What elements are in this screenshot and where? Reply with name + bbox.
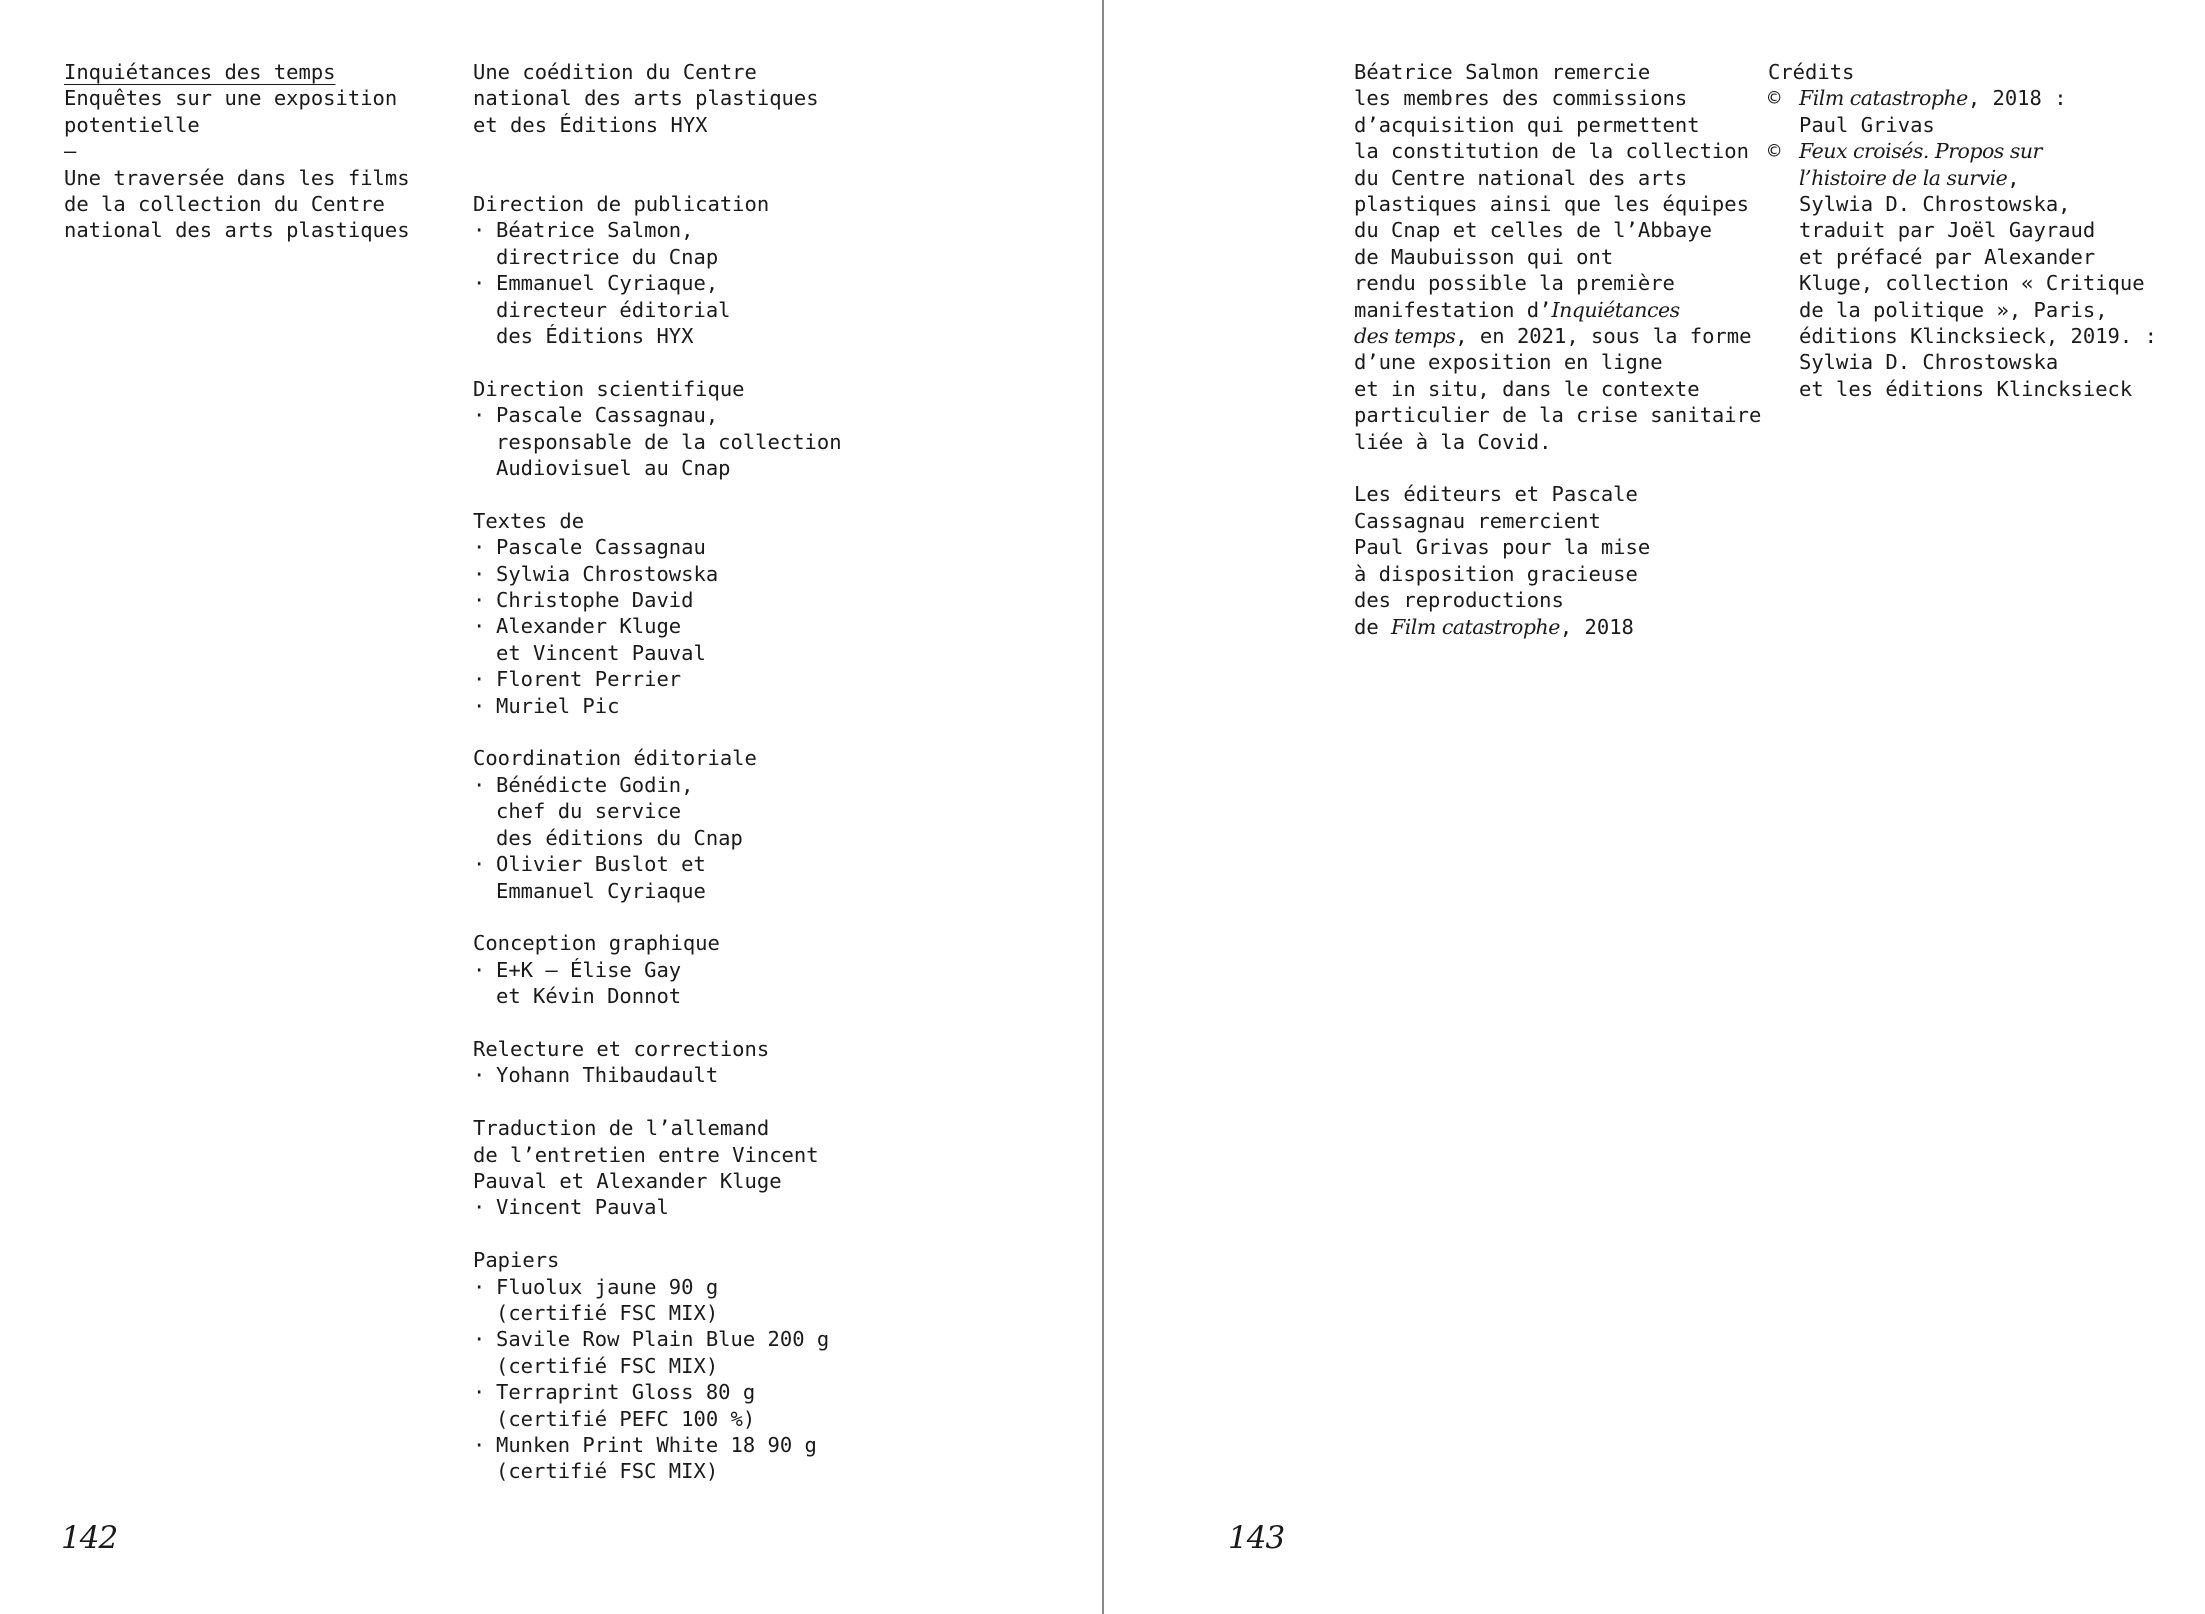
page-number-right: 143	[1228, 1520, 1285, 1556]
ack-line: à disposition gracieuse	[1354, 561, 1638, 586]
section-heading: Direction scientifique	[473, 376, 745, 401]
bullet-item	[473, 534, 842, 560]
book-subtitle-line: national des arts plastiques	[64, 218, 410, 243]
credit-line: éditions Klincksieck, 2019. :	[1799, 324, 2157, 349]
section-heading: Direction de publication	[473, 192, 770, 216]
credit-line: de la politique », Paris,	[1799, 297, 2108, 322]
copyright-symbol: ©	[1768, 139, 1781, 164]
ack-line: particulier de la crise sanitaire	[1354, 403, 1762, 428]
ack-text: , en 2021, sous la forme	[1455, 324, 1752, 349]
bullet-line: · Muriel Pic	[496, 693, 620, 718]
bullet-line: · Bénédicte Godin,	[496, 772, 694, 797]
coedition-line: et des Éditions HYX	[473, 112, 708, 137]
coedition-line: national des arts plastiques	[473, 86, 819, 111]
film-title-italic: Film catastrophe	[1391, 614, 1560, 639]
ack-line: liée à la Covid.	[1354, 429, 1552, 454]
bullet-line: · Béatrice Salmon,	[496, 218, 694, 243]
ack-line: Béatrice Salmon remercie	[1354, 60, 1651, 84]
section-heading: Papiers	[473, 1248, 560, 1273]
bullet-item	[473, 561, 842, 587]
bullet-item	[473, 851, 842, 904]
book-main-title: Inquiétances des temps	[64, 60, 336, 84]
colophon-section-design	[473, 930, 842, 1009]
bullet-line: · Alexander Kluge	[496, 614, 682, 639]
bullet-line: responsable de la collection	[496, 429, 842, 454]
bullet-line: · E+K – Élise Gay	[496, 957, 682, 982]
bullet-line: · Florent Perrier	[496, 667, 682, 692]
bullet-item	[473, 666, 842, 692]
bullet-line: et Vincent Pauval	[496, 640, 706, 665]
bullet-line: · Terraprint Gloss 80 g	[496, 1380, 756, 1405]
bullet-item	[473, 1274, 842, 1327]
ack-line: plastiques ainsi que les équipes	[1354, 192, 1749, 217]
book-subtitle-line: Une traversée dans les films	[64, 165, 410, 190]
credit-line: et préfacé par Alexander	[1799, 244, 2096, 269]
ack-line: Cassagnau remercient	[1354, 508, 1601, 533]
bullet-line: · Christophe David	[496, 588, 694, 613]
ack-line: Paul Grivas pour la mise	[1354, 535, 1651, 560]
bullet-item	[473, 587, 842, 613]
bullet-item	[473, 693, 842, 719]
book-subtitle-line: –	[64, 139, 77, 164]
bullet-item	[473, 1062, 842, 1088]
bullet-line: des éditions du Cnap	[496, 825, 743, 850]
bullet-line: · Munken Print White 18 90 g	[496, 1432, 817, 1457]
bullet-line: directrice du Cnap	[496, 244, 719, 269]
book-subtitle-line: de la collection du Centre	[64, 192, 385, 217]
ack-line: et in situ, dans le contexte	[1354, 376, 1700, 401]
bullet-line: · Emmanuel Cyriaque,	[496, 271, 719, 296]
bullet-item	[473, 1326, 842, 1379]
bullet-line: · Savile Row Plain Blue 200 g	[496, 1327, 830, 1352]
credit-line: et les éditions Klincksieck	[1799, 376, 2133, 401]
acknowledgements-block	[1354, 59, 1761, 640]
credit-line: Paul Grivas	[1799, 112, 1935, 137]
bullet-line: · Pascale Cassagnau	[496, 535, 706, 560]
bullet-item	[473, 957, 842, 1010]
ack-line: rendu possible la première	[1354, 271, 1675, 296]
bullet-line: chef du service	[496, 799, 682, 824]
bullet-item	[473, 1194, 842, 1220]
credit-entry	[1768, 138, 2157, 402]
ack-line: du Centre national des arts	[1354, 165, 1688, 190]
bullet-line: · Olivier Buslot et	[496, 852, 706, 877]
section-heading: Relecture et corrections	[473, 1036, 770, 1061]
section-heading: Traduction de l’allemand	[473, 1116, 770, 1141]
bullet-line: · Sylwia Chrostowska	[496, 561, 719, 586]
ack-line: d’acquisition qui permettent	[1354, 112, 1700, 137]
ack-line: d’une exposition en ligne	[1354, 350, 1663, 375]
colophon-section-translation	[473, 1115, 842, 1221]
credit-entry	[1768, 85, 2157, 138]
bullet-item	[473, 402, 842, 481]
ack-text: manifestation d’	[1354, 297, 1552, 322]
bullet-line: (certifié PEFC 100 %)	[496, 1406, 756, 1431]
ack-text: , 2018	[1559, 614, 1634, 639]
credit-text: , 2018 :	[1967, 86, 2067, 111]
book-subtitle-line: potentielle	[64, 112, 200, 137]
ack-line: des reproductions	[1354, 588, 1564, 613]
left-page	[0, 0, 1102, 1614]
ack-line: de Maubuisson qui ont	[1354, 244, 1614, 269]
exhibition-title-italic: des temps	[1354, 324, 1456, 349]
credit-line: Sylwia D. Chrostowska,	[1799, 192, 2071, 217]
film-title-italic: Film catastrophe	[1799, 86, 1968, 111]
colophon-section-papers	[473, 1247, 842, 1485]
bullet-line: directeur éditorial	[496, 297, 731, 322]
ack-line	[1354, 297, 1761, 323]
bullet-item	[473, 613, 842, 666]
ack-line	[1354, 323, 1761, 349]
credits-heading: Crédits	[1768, 60, 1855, 84]
page-number-left: 142	[61, 1520, 118, 1556]
colophon-section-scientific	[473, 376, 842, 482]
bullet-item	[473, 772, 842, 851]
book-subtitle-line: Enquêtes sur une exposition	[64, 86, 398, 111]
bullet-line: · Fluolux jaune 90 g	[496, 1274, 719, 1299]
book-title-italic: l’histoire de la survie	[1799, 165, 2008, 190]
credit-line	[1799, 85, 2157, 111]
section-heading: Coordination éditoriale	[473, 746, 757, 771]
section-heading: de l’entretien entre Vincent	[473, 1142, 819, 1167]
credit-line: Kluge, collection « Critique	[1799, 271, 2145, 296]
credit-text: ,	[2007, 165, 2020, 190]
ack-line: du Cnap et celles de l’Abbaye	[1354, 218, 1712, 243]
section-heading: Conception graphique	[473, 931, 720, 956]
book-title-italic: Feux croisés. Propos sur	[1799, 139, 2042, 164]
colophon-section-editorial	[473, 745, 842, 903]
credits-block	[1768, 59, 2157, 402]
bullet-item	[473, 270, 842, 349]
bullet-line: · Pascale Cassagnau,	[496, 403, 719, 428]
bullet-line: (certifié FSC MIX)	[496, 1300, 719, 1325]
bullet-line: et Kévin Donnot	[496, 984, 682, 1009]
credit-line: Sylwia D. Chrostowska	[1799, 350, 2059, 375]
ack-line: la constitution de la collection	[1354, 139, 1749, 164]
coedition-line: Une coédition du Centre	[473, 60, 757, 84]
ack-line: les membres des commissions	[1354, 86, 1688, 111]
right-page	[1104, 0, 2205, 1614]
bullet-item	[473, 1432, 842, 1485]
credit-line	[1799, 165, 2157, 191]
colophon-section-texts	[473, 508, 842, 719]
exhibition-title-italic: Inquiétances	[1551, 297, 1680, 322]
ack-text: de	[1354, 614, 1392, 639]
bullet-line: Emmanuel Cyriaque	[496, 878, 706, 903]
bullet-line: · Vincent Pauval	[496, 1195, 669, 1220]
section-heading: Pauval et Alexander Kluge	[473, 1168, 782, 1193]
bullet-line: · Yohann Thibaudault	[496, 1063, 719, 1088]
ack-line	[1354, 614, 1761, 640]
ack-line: Les éditeurs et Pascale	[1354, 482, 1638, 507]
bullet-line: (certifié FSC MIX)	[496, 1459, 719, 1484]
bullet-item	[473, 1379, 842, 1432]
colophon-section-proofreading	[473, 1036, 842, 1089]
colophon-block	[473, 59, 842, 1485]
bullet-line: (certifié FSC MIX)	[496, 1353, 719, 1378]
bullet-line: Audiovisuel au Cnap	[496, 456, 731, 481]
copyright-symbol: ©	[1768, 86, 1781, 111]
colophon-section-publication	[473, 191, 842, 349]
bullet-line: des Éditions HYX	[496, 324, 694, 349]
section-heading: Textes de	[473, 508, 585, 533]
credit-line: traduit par Joël Gayraud	[1799, 218, 2096, 243]
book-title-block	[64, 59, 410, 244]
bullet-item	[473, 217, 842, 270]
